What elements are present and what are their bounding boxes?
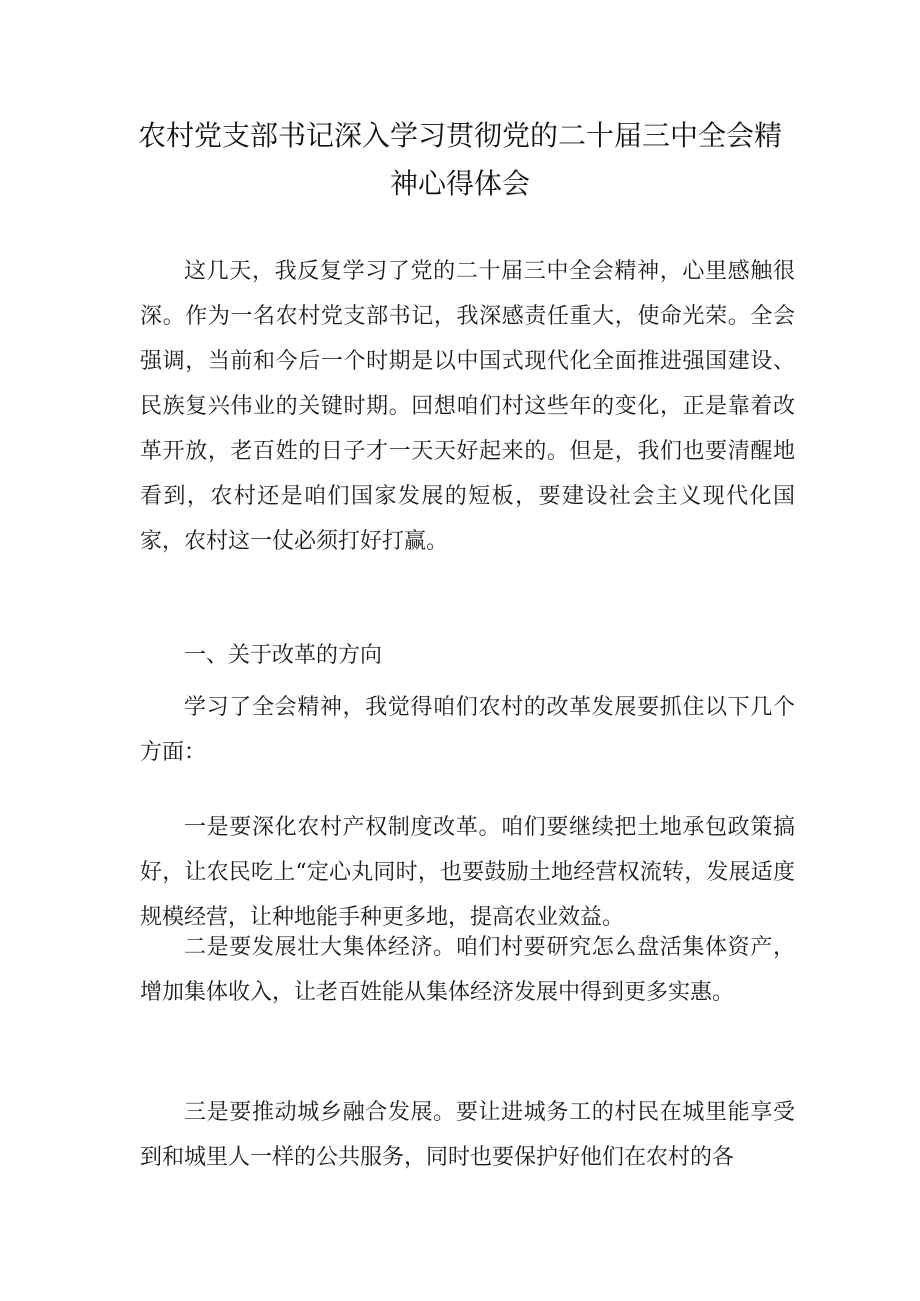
intro-paragraph: 这几天，我反复学习了党的二十届三中全会精神，心里感触很深。作为一名农村党支部书记，我深感责任重大，使命光荣。全会强调，当前和今后一个时期是以中国式现代化全面推进强国建设、民族复兴伟业的关键时期。回想咱们村这些年的变化，正是靠着改革开放，老百姓的日子才一天天好起来的。但是，我们也要清醒地看到，农村还是咱们国家发展的短板，要建设社会主义现代化国家，农村这一仗必须打好打赢。 — [140, 259, 795, 554]
point-one-paragraph: 一是要深化农村产权制度改革。咱们要继续把土地承包政策搞好，让农民吃上“定心丸同时，也要鼓励土地经营权流转，发展适度规模经营，让种地能手种更多地，提高农业效益。 — [140, 815, 795, 930]
document-title: 农村党支部书记深入学习贯彻党的二十届三中全会精神心得体会 — [137, 119, 782, 200]
section-heading-one: 一、关于改革的方向 — [184, 643, 383, 668]
study-paragraph: 学习了全会精神，我觉得咱们农村的改革发展要抓住以下几个方面： — [140, 695, 795, 765]
point-two-paragraph: 二是要发展壮大集体经济。咱们村要研究怎么盘活集体资产，增加集体收入，让老百姓能从集体经济发展中得到更多实惠。 — [140, 935, 795, 1005]
point-three-paragraph: 三是要推动城乡融合发展。要让进城务工的村民在城里能享受到和城里人一样的公共服务，同时也要保护好他们在农村的各 — [140, 1100, 795, 1170]
